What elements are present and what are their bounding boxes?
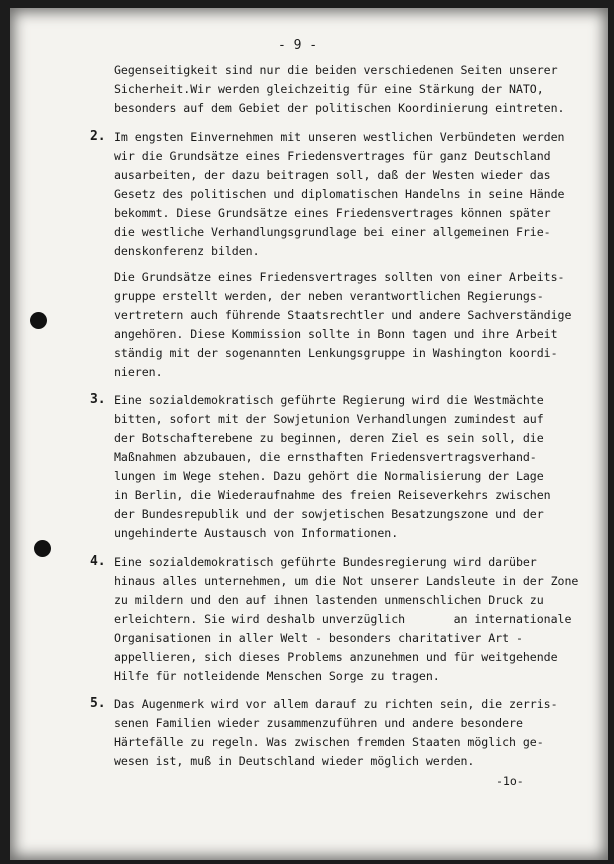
continuation-marker: -1o-: [496, 774, 524, 788]
text-line: denskonferenz bilden.: [114, 244, 260, 258]
text-line: vertretern auch führende Staatsrechtler und andere Sachverständige: [114, 308, 572, 322]
text-line: wir die Grundsätze eines Friedensvertrages für ganz Deutschland: [114, 149, 551, 163]
text-line: Gegenseitigkeit sind nur die beiden verschiedenen Seiten unserer: [114, 63, 558, 77]
document-page: [10, 8, 608, 860]
punch-hole-bottom: [34, 540, 51, 557]
text-line: hinaus alles unternehmen, um die Not unserer Landsleute in der Zone: [114, 574, 579, 588]
text-line: Eine sozialdemokratisch geführte Regierung wird die Westmächte: [114, 393, 544, 407]
text-line: ausarbeiten, der dazu beitragen soll, daß der Westen wieder das: [114, 168, 551, 182]
list-number: 2.: [90, 129, 106, 144]
text-line: erleichtern. Sie wird deshalb unverzüglich an internationale: [114, 612, 572, 626]
text-line: appellieren, sich dieses Problems anzunehmen und für weitgehende: [114, 650, 558, 664]
text-line: bekommt. Diese Grundsätze eines Friedensvertrages können später: [114, 206, 551, 220]
text-line: die westliche Verhandlungsgrundlage bei einer allgemeinen Frie-: [114, 225, 551, 239]
text-line: Maßnahmen abzubauen, die ernsthaften Friedensvertragsverhand-: [114, 450, 537, 464]
text-line: Hilfe für notleidende Menschen Sorge zu tragen.: [114, 669, 440, 683]
text-line: senen Familien wieder zusammenzuführen und andere besondere: [114, 716, 523, 730]
text-line: Sicherheit.Wir werden gleichzeitig für eine Stärkung der NATO,: [114, 82, 544, 96]
text-line: Gesetz des politischen und diplomatischen Handelns in seine Hände: [114, 187, 565, 201]
page-number: - 9 -: [278, 38, 318, 53]
text-line: Eine sozialdemokratisch geführte Bundesregierung wird darüber: [114, 555, 537, 569]
text-line: Im engsten Einvernehmen mit unseren westlichen Verbündeten werden: [114, 130, 565, 144]
text-line: der Bundesrepublik und der sowjetischen Besatzungszone und der: [114, 507, 544, 521]
text-line: ständig mit der sogenannten Lenkungsgruppe in Washington koordi-: [114, 346, 558, 360]
punch-hole-top: [30, 312, 47, 329]
list-number: 3.: [90, 392, 106, 407]
text-line: gruppe erstellt werden, der neben verantwortlichen Regierungs-: [114, 289, 544, 303]
text-line: besonders auf dem Gebiet der politischen Koordinierung eintreten.: [114, 101, 565, 115]
text-line: Härtefälle zu regeln. Was zwischen fremden Staaten möglich ge-: [114, 735, 544, 749]
text-line: wesen ist, muß in Deutschland wieder möglich werden.: [114, 754, 475, 768]
list-number: 5.: [90, 696, 106, 711]
text-line: zu mildern und den auf ihnen lastenden unmenschlichen Druck zu: [114, 593, 544, 607]
text-line: angehören. Diese Kommission sollte in Bonn tagen und ihre Arbeit: [114, 327, 558, 341]
list-number: 4.: [90, 554, 106, 569]
text-line: lungen im Wege stehen. Dazu gehört die Normalisierung der Lage: [114, 469, 544, 483]
text-line: der Botschafterebene zu beginnen, deren Ziel es sein soll, die: [114, 431, 544, 445]
text-line: Das Augenmerk wird vor allem darauf zu richten sein, die zerris-: [114, 697, 558, 711]
text-line: in Berlin, die Wiederaufnahme des freien Reiseverkehrs zwischen: [114, 488, 551, 502]
text-line: nieren.: [114, 365, 163, 379]
text-line: ungehinderte Austausch von Informationen.: [114, 526, 399, 540]
text-line: Die Grundsätze eines Friedensvertrages sollten von einer Arbeits-: [114, 270, 565, 284]
text-line: Organisationen in aller Welt - besonders charitativer Art -: [114, 631, 523, 645]
text-line: bitten, sofort mit der Sowjetunion Verhandlungen zumindest auf: [114, 412, 544, 426]
